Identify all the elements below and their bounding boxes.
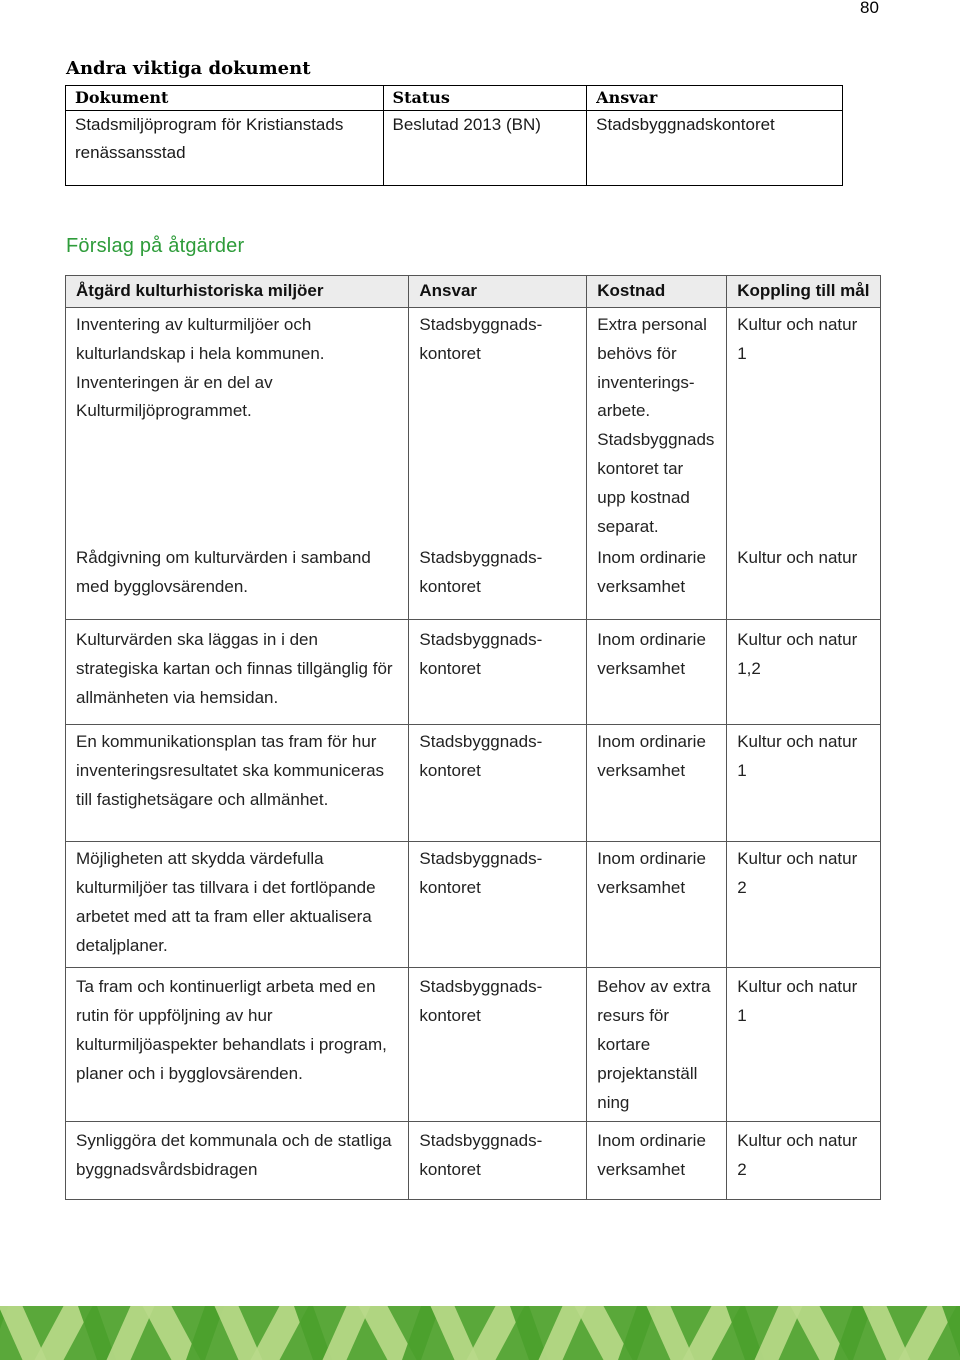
responsible-cell: Stadsbyggnads-kontoret (409, 620, 587, 725)
responsible-cell: Stadsbyggnads-kontoret (409, 725, 587, 842)
table-row (66, 620, 881, 725)
cost-cell: Extra personal behövs för inventerings-arbete. Stadsbyggnads kontoret tar upp kostnad separat. (587, 308, 727, 542)
documents-table (65, 85, 843, 186)
goal-cell: Kultur och natur 1 (727, 968, 881, 1122)
responsible-cell: Stadsbyggnads-kontoret (409, 1122, 587, 1200)
measures-title: Förslag på åtgärder (66, 235, 245, 257)
action-cell: Ta fram och kontinuerligt arbeta med en rutin för uppföljning av hur kulturmiljöaspekter behandlats i program, planer och i bygglovsärenden. (66, 968, 409, 1122)
documents-heading: Andra viktiga dokument (66, 58, 311, 79)
cost-cell: Inom ordinarie verksamhet (587, 1122, 727, 1200)
table-row (66, 1122, 881, 1200)
cost-cell: Inom ordinarie verksamhet (587, 725, 727, 842)
goal-cell: Kultur och natur 2 (727, 1122, 881, 1200)
action-cell: Inventering av kulturmiljöer och kulturlandskap i hela kommunen. Inventeringen är en del av Kulturmiljöprogrammet. (66, 308, 409, 542)
decorative-footer-band (0, 1306, 960, 1360)
measures-header-row (66, 276, 881, 308)
column-header-status: Status (383, 86, 587, 111)
cost-cell: Behov av extra resurs för kortare projektanställ ning (587, 968, 727, 1122)
table-row (66, 111, 843, 186)
page-number: 80 (860, 0, 879, 17)
responsible-cell: Stadsbyggnads-kontoret (409, 541, 587, 620)
goal-cell: Kultur och natur 2 (727, 842, 881, 968)
goal-cell: Kultur och natur (727, 541, 881, 620)
column-header-responsible: Ansvar (587, 86, 843, 111)
column-header-document: Dokument (66, 86, 384, 111)
document-cell: Stadsmiljöprogram för Kristianstads renässansstad (66, 111, 384, 186)
action-cell: Rådgivning om kulturvärden i samband med bygglovsärenden. (66, 541, 409, 620)
action-cell: Synliggöra det kommunala och de statliga byggnadsvårdsbidragen (66, 1122, 409, 1200)
table-row (66, 308, 881, 542)
action-cell: Kulturvärden ska läggas in i den strategiska kartan och finnas tillgänglig för allmänheten via hemsidan. (66, 620, 409, 725)
action-cell: En kommunikationsplan tas fram för hur inventeringsresultatet ska kommuniceras till fastighetsägare och allmänhet. (66, 725, 409, 842)
goal-cell: Kultur och natur 1,2 (727, 620, 881, 725)
responsible-cell: Stadsbyggnads-kontoret (409, 308, 587, 542)
documents-header-row (66, 86, 843, 111)
column-header-goal: Koppling till mål (727, 276, 881, 308)
measures-table (65, 275, 881, 1200)
goal-cell: Kultur och natur 1 (727, 725, 881, 842)
table-row (66, 725, 881, 842)
goal-cell: Kultur och natur 1 (727, 308, 881, 542)
responsible-cell: Stadsbyggnadskontoret (587, 111, 843, 186)
column-header-cost: Kostnad (587, 276, 727, 308)
table-row (66, 842, 881, 968)
table-row (66, 968, 881, 1122)
status-cell: Beslutad 2013 (BN) (383, 111, 587, 186)
column-header-action: Åtgärd kulturhistoriska miljöer (66, 276, 409, 308)
cost-cell: Inom ordinarie verksamhet (587, 620, 727, 725)
action-cell: Möjligheten att skydda värdefulla kulturmiljöer tas tillvara i det fortlöpande arbetet med att ta fram eller aktualisera detaljplaner. (66, 842, 409, 968)
table-row (66, 541, 881, 620)
column-header-responsible: Ansvar (409, 276, 587, 308)
cost-cell: Inom ordinarie verksamhet (587, 842, 727, 968)
responsible-cell: Stadsbyggnads-kontoret (409, 842, 587, 968)
cost-cell: Inom ordinarie verksamhet (587, 541, 727, 620)
responsible-cell: Stadsbyggnads-kontoret (409, 968, 587, 1122)
